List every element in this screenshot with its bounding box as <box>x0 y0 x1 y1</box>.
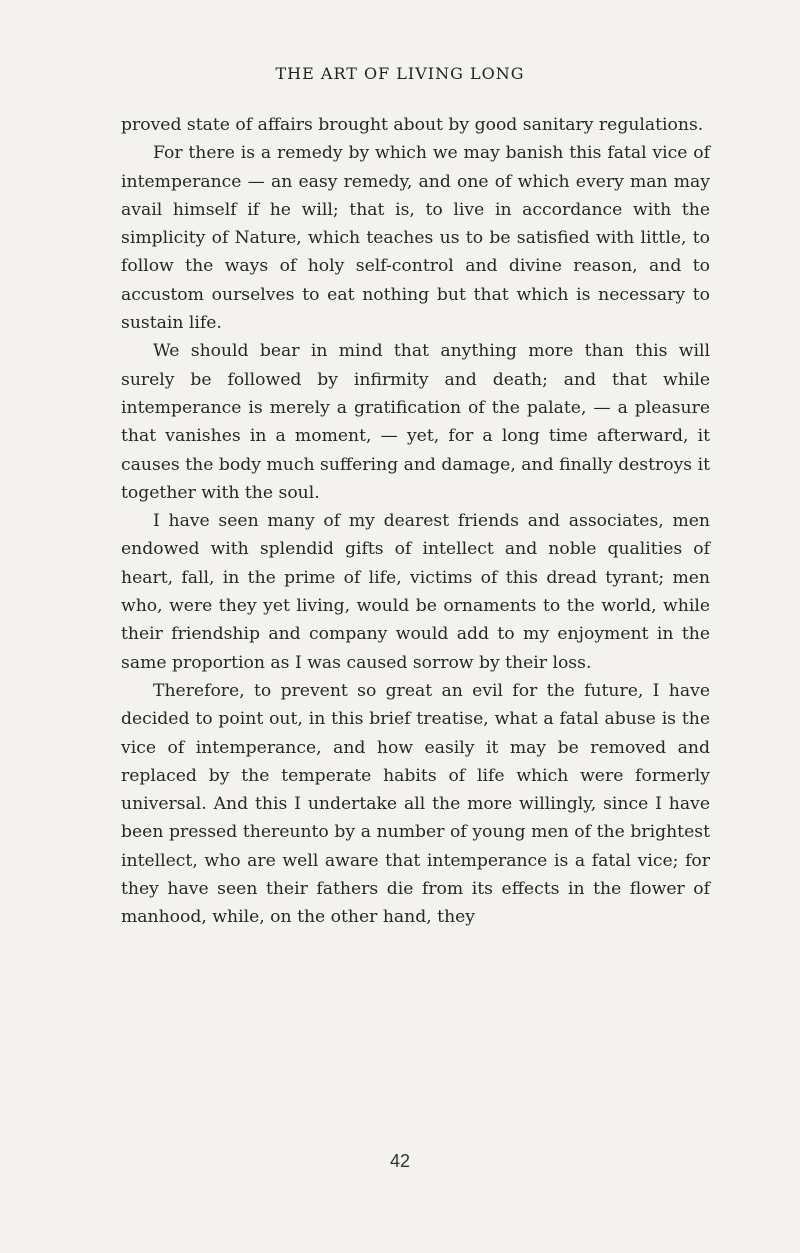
paragraph: We should bear in mind that anything more than this will surely be followed by infirmity and death; and that while intemperance is merely a gratification of the palate, — a pleasure that vanishes in a moment, — yet, for a long time afterward, it causes the body much suffering and damage, and finally destroys it together with the soul. <box>121 341 710 503</box>
page-number: 42 <box>389 1151 411 1171</box>
paragraph-continuation: proved state of affairs brought about by good sanitary regulations. <box>121 115 704 135</box>
running-head: THE ART OF LIVING LONG <box>275 64 525 83</box>
paragraph: Therefore, to prevent so great an evil for the future, I have decided to point out, in this brief treatise, what a fatal abuse is the vice of intemperance, and how easily it may be removed and replaced by the temperate habits of life which were formerly universal. And this I undertake all the more willingly, since I have been pressed thereunto by a number of young men of the brightest intellect, who are well aware that intemperance is a fatal vice; for they have seen their fathers die from its effects in the flower of manhood, while, on the other hand, they <box>121 680 710 928</box>
body-text <box>121 111 710 932</box>
paragraph: I have seen many of my dearest friends and associates, men endowed with splendid gifts of intellect and noble qualities of heart, fall, in the prime of life, victims of this dread tyrant; men who, were they yet living, would be ornaments to the world, while their friendship and company would add to my enjoyment in the same proportion as I was caused sorrow by their loss. <box>121 511 710 673</box>
paragraph: For there is a remedy by which we may banish this fatal vice of intemperance — an easy remedy, and one of which every man may avail himself if he will; that is, to live in accordance with the simplicity of Nature, which teaches us to be satisfied with little, to follow the ways of holy self-control and divine reason, and to accustom ourselves to eat nothing but that which is necessary to sustain life. <box>121 143 710 334</box>
